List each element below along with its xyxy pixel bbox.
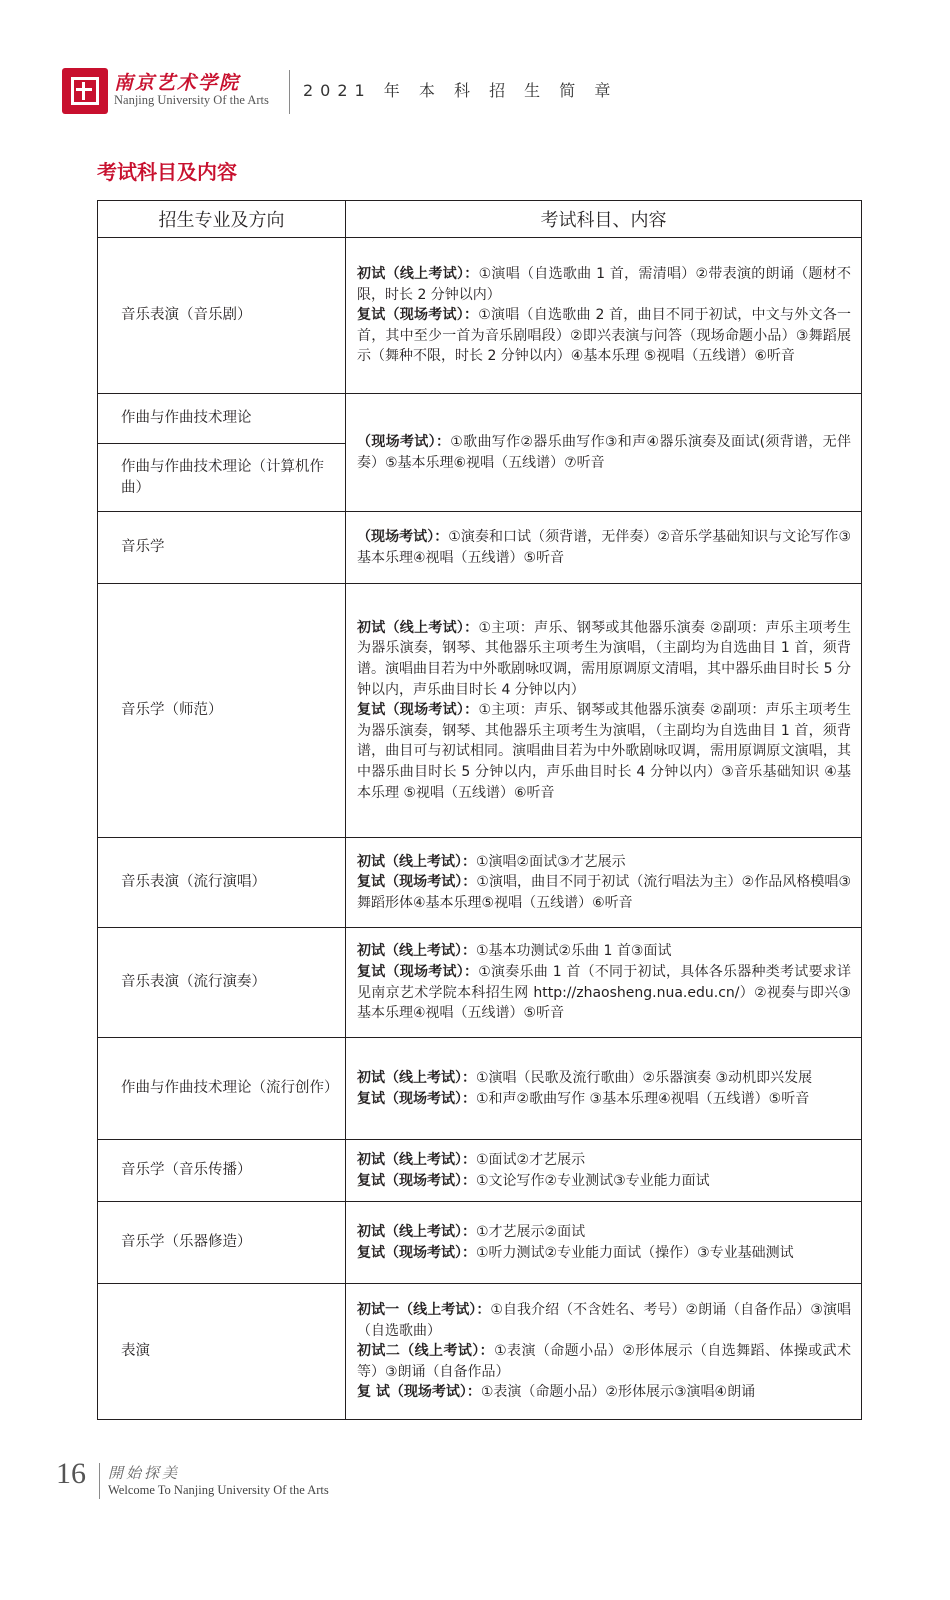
school-name-en: Nanjing University Of the Arts — [114, 93, 269, 107]
major-cell: 音乐表演（音乐剧） — [98, 238, 346, 394]
exam-stage-label: 初试（线上考试）： — [357, 266, 479, 283]
table-row — [98, 238, 862, 394]
major-cell: 作曲与作曲技术理论 — [98, 394, 346, 444]
table-header-row — [98, 201, 862, 238]
table-row — [98, 584, 862, 838]
content-cell — [346, 584, 862, 838]
major-cell: 表演 — [98, 1284, 346, 1420]
column-header-content: 考试科目、内容 — [346, 201, 862, 238]
footer-divider — [99, 1463, 100, 1499]
exam-items: ①基本功测试②乐曲 1 首③面试 — [476, 943, 672, 960]
table-row — [98, 512, 862, 584]
content-cell — [346, 394, 862, 512]
exam-items: ①主项：声乐、钢琴或其他器乐演奏 ②副项：声乐主项考生为器乐演奏，钢琴、其他器乐主项考生为演唱，（主副均为自选曲目 1 首，须背谱，曲目可与初试相同。演唱曲目若为中外歌剧咏叹调，需用原调原文演唱，其中器乐曲目时长 5 分钟以内，声乐曲目时长 4 分钟以内）③音乐基础知识 ④基本乐理 ⑤视唱（五线谱）⑥听音 — [357, 702, 851, 801]
footer-tagline-cn: 開始探美 — [108, 1464, 181, 1482]
exam-stage-label: 复 试（现场考试）： — [357, 1384, 481, 1401]
school-logo-icon — [62, 68, 108, 114]
content-cell — [346, 238, 862, 394]
major-cell: 音乐表演（流行演奏） — [98, 928, 346, 1038]
content-cell — [346, 838, 862, 928]
exam-stage-label: 初试（线上考试）： — [357, 1069, 476, 1086]
major-cell: 音乐表演（流行演唱） — [98, 838, 346, 928]
exam-stage-label: 复试（现场考试）： — [357, 874, 477, 891]
table-row — [98, 1038, 862, 1140]
exam-items: ①和声②歌曲写作 ③基本乐理④视唱（五线谱）⑤听音 — [476, 1090, 810, 1107]
exam-stage-label: 初试（线上考试）： — [357, 1223, 476, 1240]
header-divider — [289, 70, 290, 114]
content-cell — [346, 1202, 862, 1284]
exam-items: ①主项：声乐、钢琴或其他器乐演奏 ②副项：声乐主项考生为器乐演奏，钢琴、其他器乐主项考生为演唱，（主副均为自选曲目 1 首，须背谱。演唱曲目若为中外歌剧咏叹调，需用原调原文清唱，其中器乐曲目时长 5 分钟以内，声乐曲目时长 4 分钟以内） — [357, 619, 851, 698]
table-row — [98, 838, 862, 928]
major-cell: 音乐学（音乐传播） — [98, 1140, 346, 1202]
exam-stage-label: 初试（线上考试）： — [357, 853, 476, 870]
exam-items: ①自我介绍（不含姓名、考号）②朗诵（自备作品）③演唱（自选歌曲） — [357, 1302, 852, 1339]
exam-stage-label: 初试（线上考试）： — [357, 619, 479, 636]
section-title: 考试科目及内容 — [97, 160, 237, 184]
exam-items: ①演唱②面试③才艺展示 — [476, 853, 626, 870]
exam-stage-label: 复试（现场考试）： — [357, 1244, 476, 1261]
exam-stage-label: 初试二（线上考试）： — [357, 1343, 495, 1360]
exam-items: ①演奏和口试（须背谱，无伴奏）②音乐学基础知识与文论写作③基本乐理④视唱（五线谱）⑤听音 — [357, 528, 852, 566]
document-title: 2021 年 本 科 招 生 简 章 — [303, 81, 618, 100]
exam-stage-label: 复试（现场考试）： — [357, 307, 479, 324]
major-cell: 音乐学 — [98, 512, 346, 584]
exam-stage-label: 初试（线上考试）： — [357, 943, 476, 960]
exam-table — [97, 200, 862, 1420]
exam-items: ①演唱（自选歌曲 2 首，曲目不同于初试，中文与外文各一首，其中至少一首为音乐剧唱段）②即兴表演与问答（现场命题小品）③舞蹈展示（舞种不限，时长 2 分钟以内）④基本乐理 ⑤视唱（五线谱）⑥听音 — [357, 307, 852, 365]
exam-stage-label: 初试（线上考试）： — [357, 1151, 476, 1168]
exam-items: ①才艺展示②面试 — [476, 1223, 586, 1240]
major-cell: 作曲与作曲技术理论（计算机作曲） — [98, 444, 346, 512]
major-cell: 作曲与作曲技术理论（流行创作） — [98, 1038, 346, 1140]
exam-items: ①演唱（自选歌曲 1 首，需清唱）②带表演的朗诵（题材不限，时长 2 分钟以内） — [357, 266, 851, 303]
footer-tagline-en: Welcome To Nanjing University Of the Arts — [108, 1483, 329, 1497]
exam-stage-label: 复试（现场考试）： — [357, 963, 479, 980]
major-cell: 音乐学（乐器修造） — [98, 1202, 346, 1284]
page-number: 16 — [56, 1457, 86, 1490]
exam-items: ①演奏乐曲 1 首（不同于初试，具体各乐器种类考试要求详见南京艺术学院本科招生网 http://zhaosheng.nua.edu.cn/）②视奏与即兴③基本乐理④视唱（五线谱）⑤听音 — [357, 963, 852, 1022]
table-row — [98, 1202, 862, 1284]
content-cell — [346, 512, 862, 584]
exam-stage-label: 复试（现场考试）： — [357, 1090, 476, 1107]
exam-items: ①听力测试②专业能力面试（操作）③专业基础测试 — [476, 1244, 794, 1261]
exam-items: ①表演（命题小品）②形体展示③演唱④朗诵 — [480, 1384, 756, 1401]
exam-stage-label: （现场考试）： — [357, 433, 451, 450]
exam-items: ①演唱，曲目不同于初试（流行唱法为主）②作品风格模唱③舞蹈形体④基本乐理⑤视唱（五线谱）⑥听音 — [357, 874, 852, 911]
column-header-major: 招生专业及方向 — [98, 201, 346, 238]
exam-items: ①文论写作②专业测试③专业能力面试 — [476, 1172, 710, 1189]
exam-stage-label: 复试（现场考试）： — [357, 1172, 476, 1189]
content-cell — [346, 1284, 862, 1420]
content-cell — [346, 1140, 862, 1202]
exam-items: ①面试②才艺展示 — [476, 1151, 586, 1168]
table-row — [98, 928, 862, 1038]
exam-items: ①表演（命题小品）②形体展示（自选舞蹈、体操或武术等）③朗诵（自备作品） — [357, 1343, 851, 1380]
school-name-cn: 南京艺术学院 — [114, 72, 241, 94]
exam-stage-label: 初试一（线上考试）： — [357, 1302, 491, 1319]
exam-items: ①歌曲写作②器乐曲写作③和声④器乐演奏及面试(须背谱，无伴奏）⑤基本乐理⑥视唱（五线谱）⑦听音 — [357, 433, 851, 471]
exam-stage-label: 复试（现场考试）： — [357, 702, 479, 719]
exam-stage-label: （现场考试）： — [357, 528, 449, 545]
major-cell: 音乐学（师范） — [98, 584, 346, 838]
table-row — [98, 1140, 862, 1202]
exam-items: ①演唱（民歌及流行歌曲）②乐器演奏 ③动机即兴发展 — [476, 1069, 813, 1086]
content-cell — [346, 1038, 862, 1140]
table-row — [98, 1284, 862, 1420]
content-cell — [346, 928, 862, 1038]
table-row — [98, 394, 862, 444]
